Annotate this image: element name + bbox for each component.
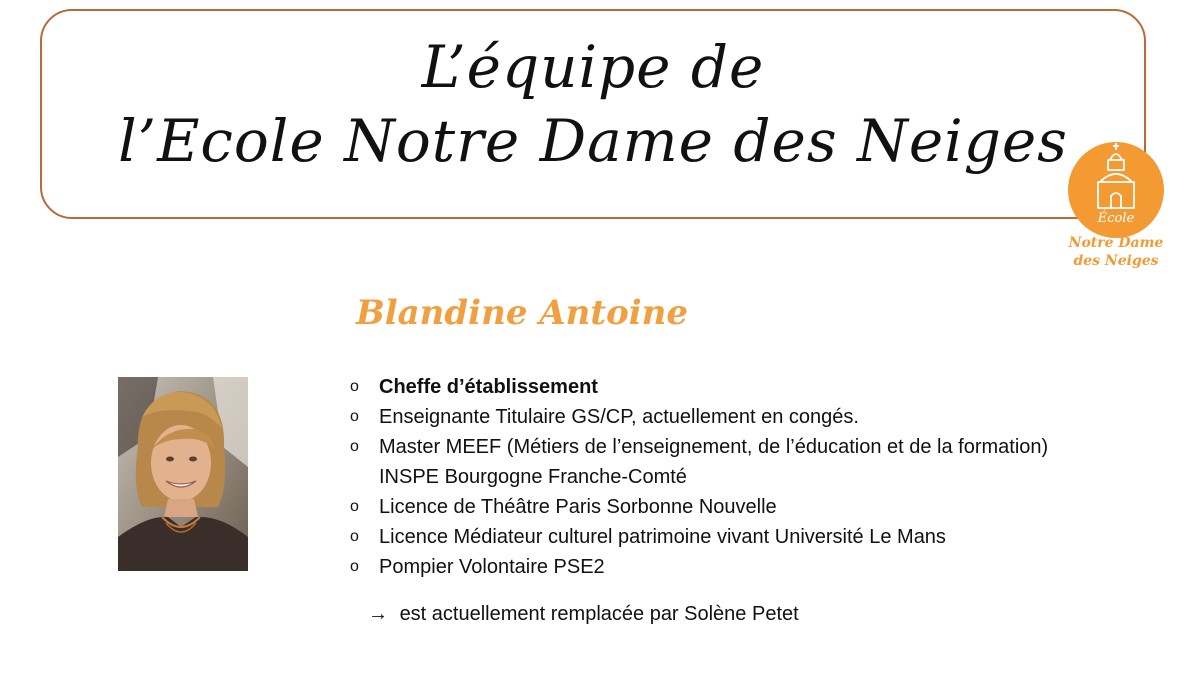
replacement-note-text: est actuellement remplacée par Solène Petet bbox=[399, 603, 799, 625]
bullet-text: Licence de Théâtre Paris Sorbonne Nouvelle bbox=[379, 496, 777, 518]
bullet-marker: o bbox=[350, 408, 359, 425]
bullet-marker: o bbox=[350, 498, 359, 515]
arrow-right-icon: → bbox=[368, 603, 388, 625]
logo-text-3: des Neiges bbox=[1073, 253, 1159, 269]
bullet-marker: o bbox=[350, 438, 359, 455]
list-item bbox=[350, 492, 1048, 522]
bullet-text: Enseignante Titulaire GS/CP, actuellement en congés. bbox=[379, 406, 859, 428]
person-name: Blandine Antoine bbox=[356, 293, 689, 333]
bullet-marker: o bbox=[350, 558, 359, 575]
list-item bbox=[350, 402, 1048, 432]
bullet-text: Licence Médiateur culturel patrimoine vivant Université Le Mans bbox=[379, 526, 946, 548]
title-frame bbox=[40, 9, 1146, 219]
bullet-continuation: INSPE Bourgogne Franche-Comté bbox=[379, 466, 687, 488]
list-item bbox=[350, 372, 1048, 402]
bullet-marker: o bbox=[350, 378, 359, 395]
bullet-text: Pompier Volontaire PSE2 bbox=[379, 556, 605, 578]
bullet-text: Master MEEF (Métiers de l’enseignement, de l’éducation et de la formation) bbox=[379, 436, 1049, 458]
title-line-1: L’équipe de bbox=[421, 33, 765, 101]
list-item bbox=[350, 552, 1048, 582]
list-item bbox=[350, 432, 1048, 492]
portrait-photo bbox=[118, 377, 248, 571]
list-item bbox=[350, 522, 1048, 552]
qualifications-list bbox=[350, 372, 1048, 582]
bullet-text: Cheffe d’établissement bbox=[379, 376, 598, 398]
logo-text-2: Notre Dame bbox=[1068, 235, 1164, 251]
bullet-marker: o bbox=[350, 528, 359, 545]
school-logo bbox=[1066, 138, 1166, 273]
logo-text-1: École bbox=[1097, 211, 1135, 226]
title-line-2: l’Ecole Notre Dame des Neiges bbox=[118, 107, 1068, 175]
replacement-note bbox=[368, 603, 799, 626]
